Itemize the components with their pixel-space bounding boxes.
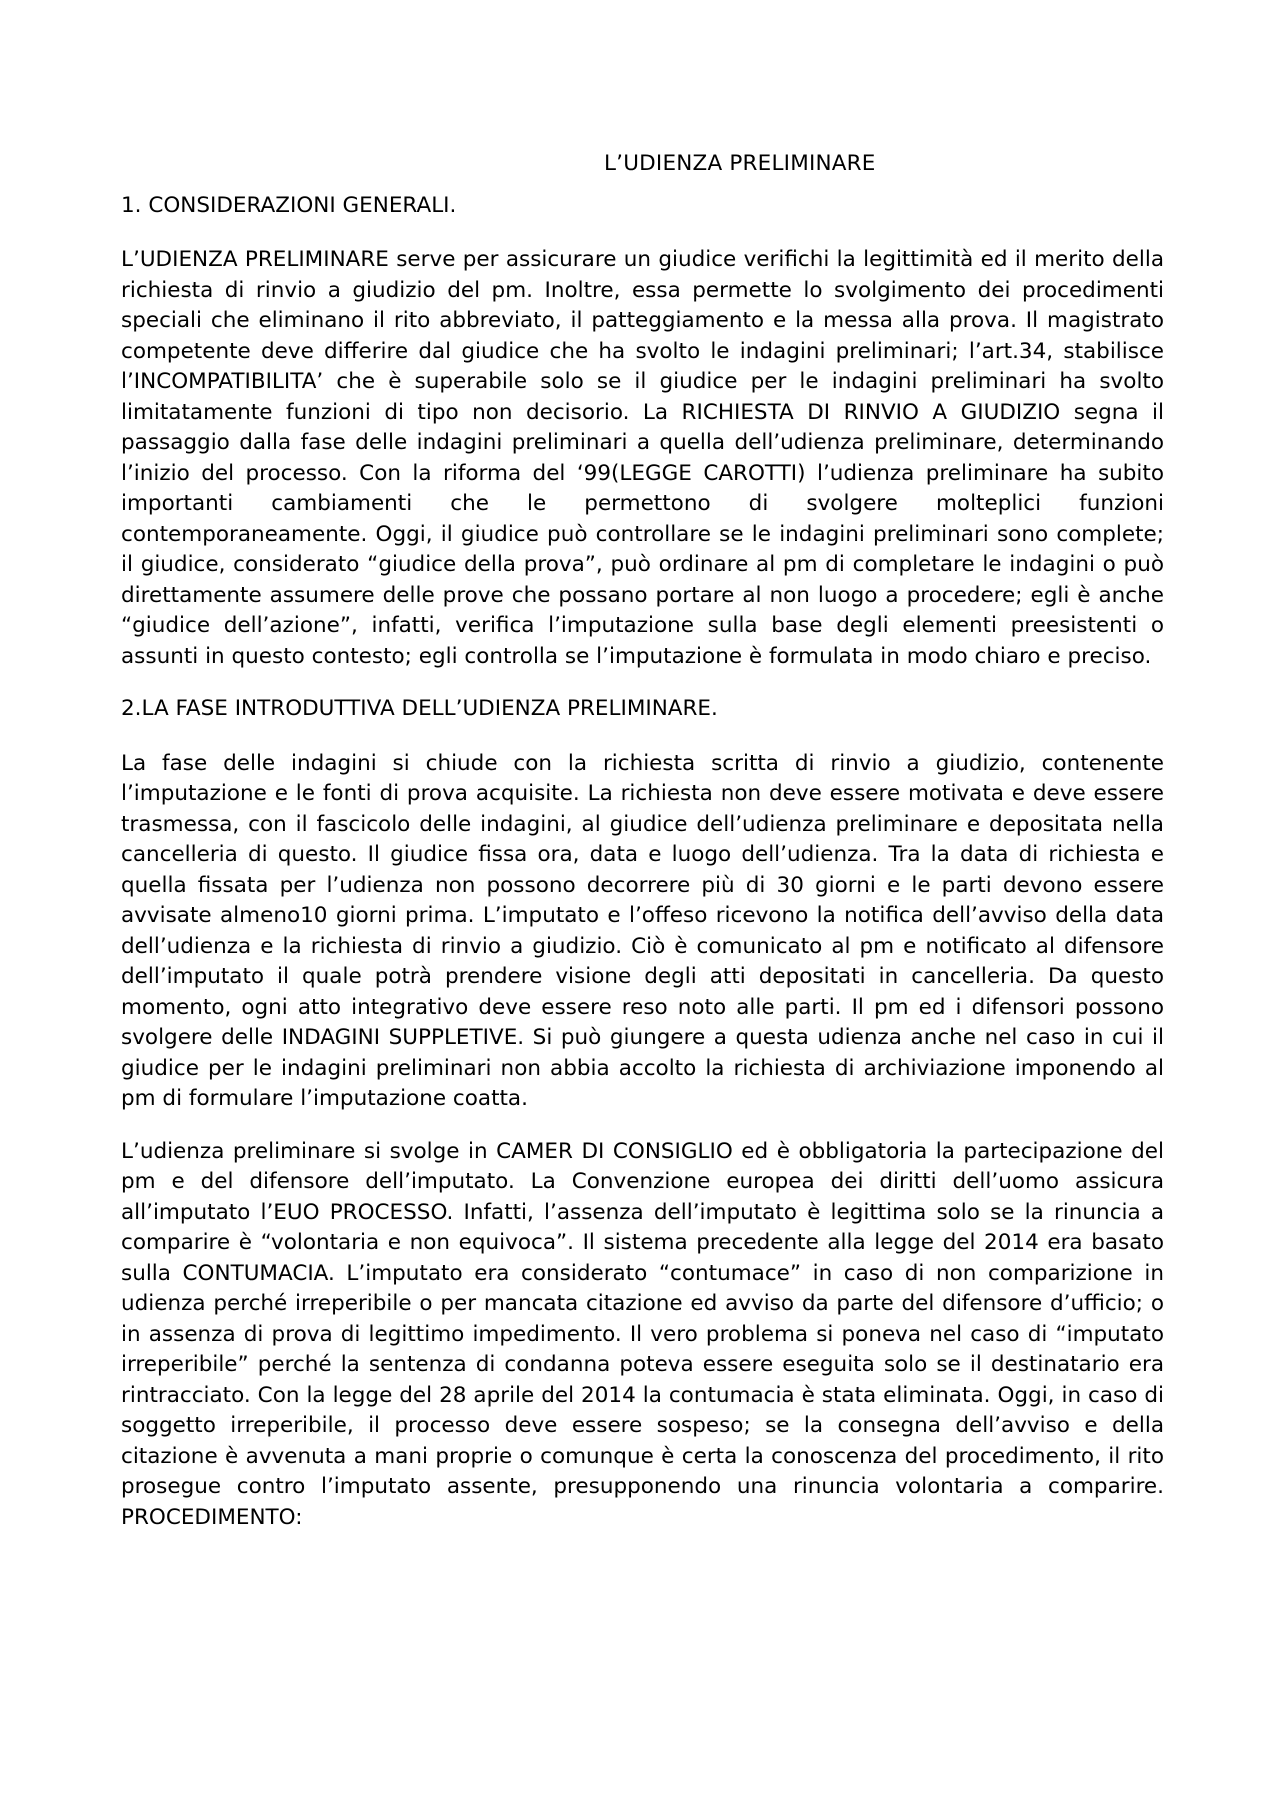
document-title: L’UDIENZA PRELIMINARE bbox=[604, 151, 876, 176]
paragraph-considerazioni: L’UDIENZA PRELIMINARE serve per assicurare un giudice verifichi la legittimità ed il merito della richiesta di rinvio a giudizio del pm. Inoltre, essa permette lo svolgimento dei procedimenti speciali che eliminano il rito abbreviato, il patteggiamento e la messa alla prova. Il magistrato competente deve differire dal giudice che ha svolto le indagini preliminari; l’art.34, stabilisce l’INCOMPATIBILITA’ che è superabile solo se il giudice per le indagini preliminari ha svolto limitatamente funzioni di tipo non decisorio. La RICHIESTA DI RINVIO A GIUDIZIO segna il passaggio dalla fase delle indagini preliminari a quella dell’udienza preliminare, determinando l’inizio del processo. Con la riforma del ‘99(LEGGE CAROTTI) l’udienza preliminare ha subito importanti cambiamenti che le permettono di svolgere molteplici funzioni contemporaneamente. Oggi, il giudice può controllare se le indagini preliminari sono complete; il giudice, considerato “giudice della prova”, può ordinare al pm di completare le indagini o può direttamente assumere delle prove che possano portare al non luogo a procedere; egli è anche “giudice dell’azione”, infatti, verifica l’imputazione sulla base degli elementi preesistenti o assunti in questo contesto; egli controlla se l’imputazione è formulata in modo chiaro e preciso. bbox=[121, 247, 1164, 669]
section-heading-considerazioni: 1. CONSIDERAZIONI GENERALI. bbox=[121, 192, 457, 218]
document-body bbox=[121, 149, 1164, 1533]
paragraph-camera-di-consiglio: L’udienza preliminare si svolge in CAMER DI CONSIGLIO ed è obbligatoria la partecipazione del pm e del difensore dell’imputato. La Convenzione europea dei diritti dell’uomo assicura all’imputato l’EUO PROCESSO. Infatti, l’assenza dell’imputato è legittima solo se la rinuncia a comparire è “volontaria e non equivoca”. Il sistema precedente alla legge del 2014 era basato sulla CONTUMACIA. L’imputato era considerato “contumace” in caso di non comparizione in udienza perché irreperibile o per mancata citazione ed avviso da parte del difensore d’ufficio; o in assenza di prova di legittimo impedimento. Il vero problema si poneva nel caso di “imputato irreperibile” perché la sentenza di condanna poteva essere eseguita solo se il destinatario era rintracciato. Con la legge del 28 aprile del 2014 la contumacia è stata eliminata. Oggi, in caso di soggetto irreperibile, il processo deve essere sospeso; se la consegna dell’avviso e della citazione è avvenuta a mani proprie o comunque è certa la conoscenza del procedimento, il rito prosegue contro l’imputato assente, presupponendo una rinuncia volontaria a comparire. PROCEDIMENTO: bbox=[121, 1138, 1164, 1530]
paragraph-fase-introduttiva: La fase delle indagini si chiude con la richiesta scritta di rinvio a giudizio, contenente l’imputazione e le fonti di prova acquisite. La richiesta non deve essere motivata e deve essere trasmessa, con il fascicolo delle indagini, al giudice dell’udienza preliminare e depositata nella cancelleria di questo. Il giudice fissa ora, data e luogo dell’udienza. Tra la data di richiesta e quella fissata per l’udienza non possono decorrere più di 30 giorni e le parti devono essere avvisate almeno10 giorni prima. L’imputato e l’offeso ricevono la notifica dell’avviso della data dell’udienza e la richiesta di rinvio a giudizio. Ciò è comunicato al pm e notificato al difensore dell’imputato il quale potrà prendere visione degli atti depositati in cancelleria. Da questo momento, ogni atto integrativo deve essere reso noto alle parti. Il pm ed i difensori possono svolgere delle INDAGINI SUPPLETIVE. Si può giungere a questa udienza anche nel caso in cui il giudice per le indagini preliminari non abbia accolto la richiesta di archiviazione imponendo al pm di formulare l’imputazione coatta. bbox=[121, 750, 1164, 1111]
section-heading-fase-introduttiva: 2.LA FASE INTRODUTTIVA DELL’UDIENZA PRELIMINARE. bbox=[121, 696, 718, 721]
